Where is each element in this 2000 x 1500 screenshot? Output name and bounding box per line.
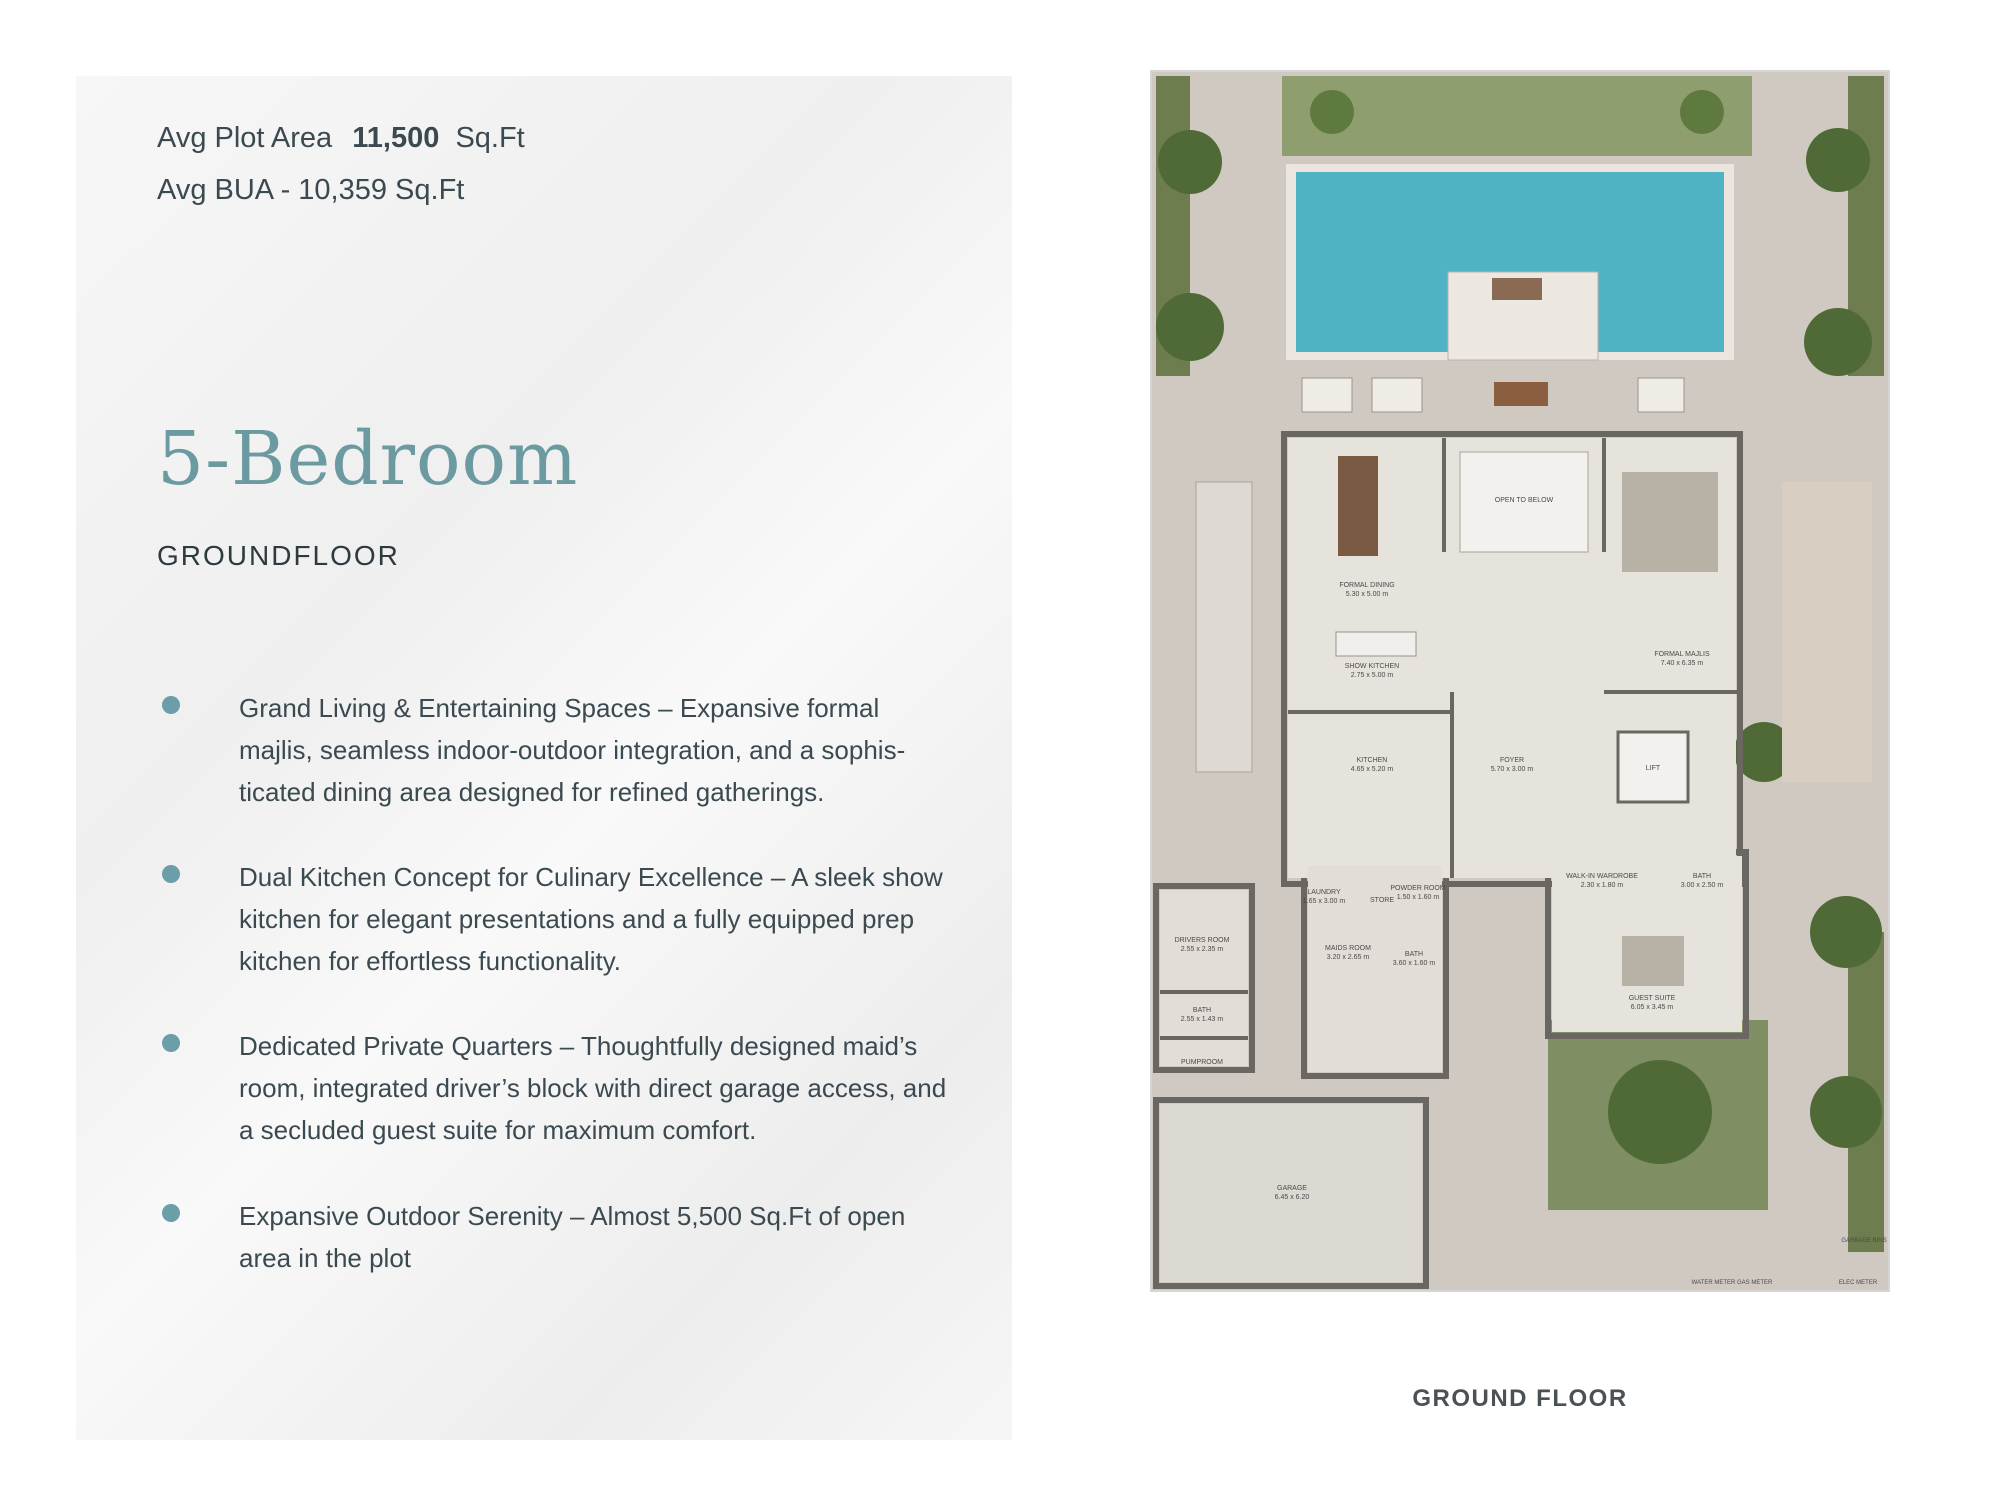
plot-area-label: Avg Plot Area: [157, 122, 333, 154]
room-size: 2.30 x 1.80 m: [1580, 882, 1624, 889]
outdoor-table-icon: [1494, 382, 1548, 406]
room-label: POWDER ROOM: [1390, 885, 1446, 892]
dining-table-icon: [1338, 456, 1378, 556]
tree-icon: [1804, 308, 1872, 376]
page-title: 5-Bedroom: [157, 416, 579, 502]
majlis-rug: [1622, 472, 1718, 572]
meter-label: ELEC METER: [1838, 1280, 1878, 1286]
feature-item: [157, 687, 947, 813]
sunbed-icon: [1638, 378, 1684, 412]
tree-icon: [1810, 1076, 1882, 1148]
floor-plan: [1150, 70, 1890, 1292]
room-size: 3.60 x 1.60 m: [1392, 960, 1436, 967]
room-label: PUMPROOM: [1181, 1059, 1223, 1066]
feature-item: [157, 1025, 947, 1151]
room-label: FORMAL DINING: [1339, 582, 1395, 589]
room-label: MAIDS ROOM: [1325, 945, 1371, 952]
room-label: KITCHEN: [1356, 757, 1388, 764]
room-label: BATH: [1404, 951, 1424, 958]
bullet-icon: [162, 1034, 180, 1052]
room-size: 1.50 x 1.60 m: [1396, 894, 1440, 901]
room-label: STORE: [1370, 897, 1394, 904]
plot-area-unit: Sq.Ft: [455, 122, 525, 154]
room-label: BATH: [1192, 1007, 1212, 1014]
room-size: 6.45 x 6.20: [1274, 1194, 1310, 1201]
feature-text: Dual Kitchen Concept for Culinary Excellence – A sleek show kitchen for elegant presentations and a fully equipped prep kitchen for effortless functionality.: [239, 862, 943, 976]
garage-floor: [1160, 1104, 1422, 1282]
room-size: 2.75 x 5.00 m: [1350, 672, 1394, 679]
room-label: GARBAGE BINS: [1841, 1238, 1887, 1244]
room-size: 2.55 x 1.43 m: [1180, 1016, 1224, 1023]
room-label: WALK-IN WARDROBE: [1566, 873, 1638, 880]
kitchen-island-icon: [1336, 632, 1416, 656]
room-size: 7.40 x 6.35 m: [1660, 660, 1704, 667]
room-label: GUEST SUITE: [1628, 995, 1676, 1002]
tree-icon: [1156, 293, 1224, 361]
tree-icon: [1608, 1060, 1712, 1164]
room-size: 2.55 x 2.35 m: [1180, 946, 1224, 953]
palm-icon: [1310, 90, 1354, 134]
room-label: SHOW KITCHEN: [1344, 663, 1400, 670]
room-size: 6.05 x 3.45 m: [1630, 1004, 1674, 1011]
guest-bed-icon: [1622, 936, 1684, 986]
bullet-icon: [162, 696, 180, 714]
room-label: BATH: [1692, 873, 1712, 880]
bua-line: Avg BUA - 10,359 Sq.Ft: [157, 174, 465, 206]
room-label: FORMAL MAJLIS: [1654, 651, 1710, 658]
feature-text: Dedicated Private Quarters – Thoughtfully designed maid’s room, integrated driver’s block with direct garage access, and a secluded guest suite for maximum comfort.: [239, 1031, 947, 1145]
side-stairs: [1196, 482, 1252, 772]
feature-text: Expansive Outdoor Serenity – Almost 5,500 Sq.Ft of open area in the plot: [239, 1201, 906, 1273]
plot-area-line: [157, 122, 525, 155]
bullet-icon: [162, 1204, 180, 1222]
room-size: 3.00 x 2.50 m: [1680, 882, 1724, 889]
room-size: 5.70 x 3.00 m: [1490, 766, 1534, 773]
sunbed-icon: [1372, 378, 1422, 412]
floor-subtitle: GROUNDFLOOR: [157, 540, 400, 571]
plot-area-value: 11,500: [352, 122, 440, 154]
room-size: 4.65 x 5.20 m: [1350, 766, 1394, 773]
room-size: 3.20 x 2.65 m: [1326, 954, 1370, 961]
meter-label: WATER METER GAS METER: [1691, 1280, 1773, 1286]
room-label: OPEN TO BELOW: [1494, 497, 1554, 504]
room-label: DRIVERS ROOM: [1174, 937, 1230, 944]
room-label: GARAGE: [1277, 1185, 1307, 1192]
room-label: LAUNDRY: [1307, 889, 1341, 896]
feature-item: [157, 1195, 947, 1279]
room-label: LIFT: [1645, 765, 1661, 772]
room-label: FOYER: [1499, 757, 1525, 764]
tree-icon: [1810, 896, 1882, 968]
room-size: 1.65 x 3.00 m: [1302, 898, 1346, 905]
bullet-icon: [162, 865, 180, 883]
fire-feature: [1492, 278, 1542, 300]
timber-deck: [1782, 482, 1872, 782]
tree-icon: [1806, 128, 1870, 192]
feature-item: [157, 856, 947, 982]
plan-caption: GROUND FLOOR: [1412, 1385, 1628, 1412]
sunbed-icon: [1302, 378, 1352, 412]
palm-icon: [1680, 90, 1724, 134]
feature-text: Grand Living & Entertaining Spaces – Expansive formal majlis, seamless indoor-outdoor integration, and a sophis-ticated dining area designed for refined gatherings.: [239, 693, 906, 807]
room-size: 5.30 x 5.00 m: [1345, 591, 1389, 598]
tree-icon: [1158, 130, 1222, 194]
